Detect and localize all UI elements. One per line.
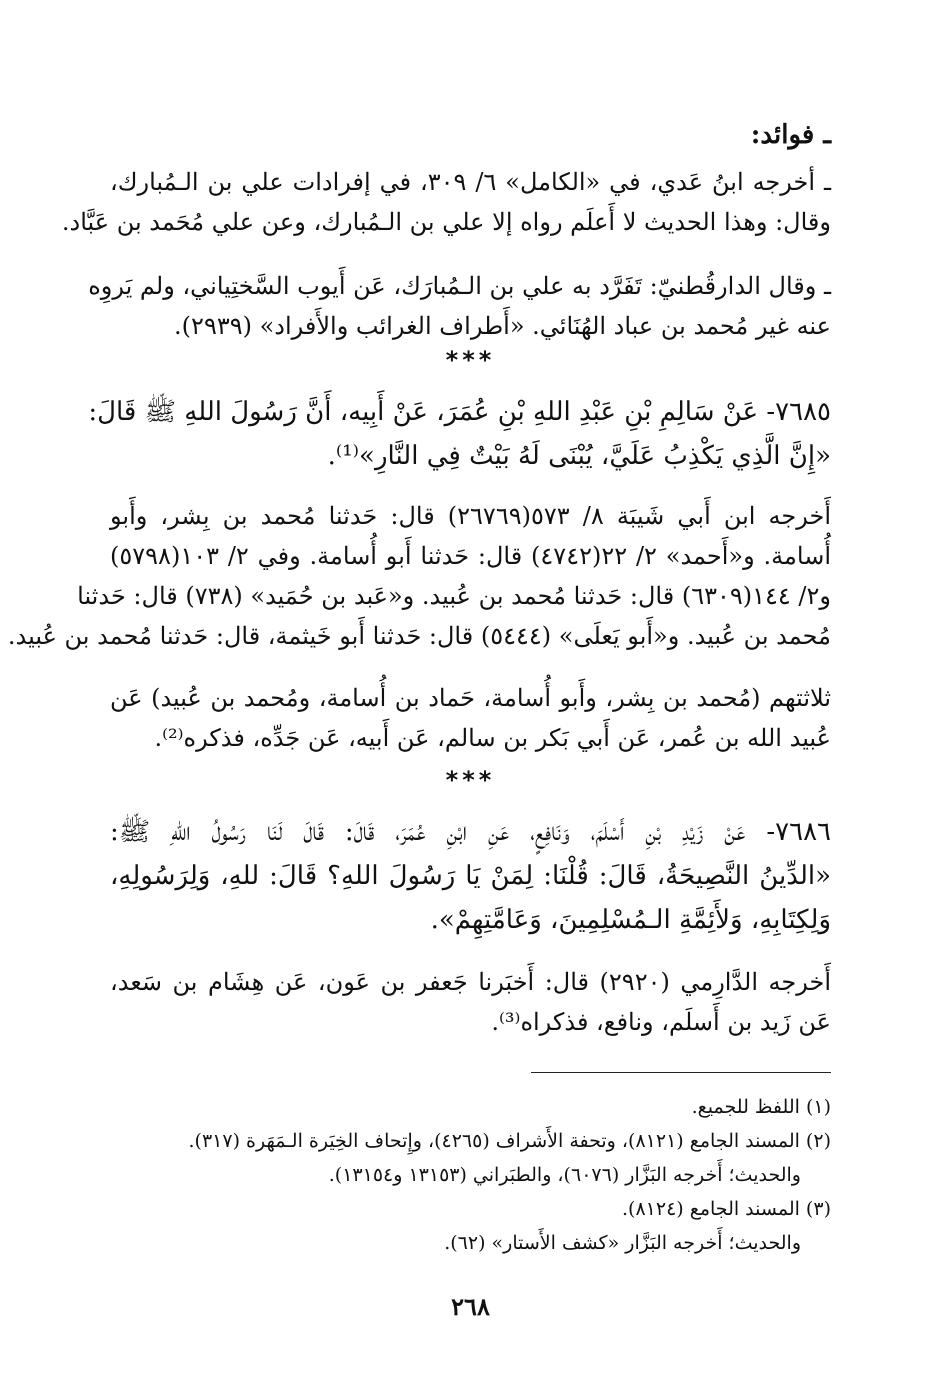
hadith-line: «الدِّينُ النَّصِيحَةُ، قَالَ: قُلْنَا: لِمَنْ يَا رَسُولَ اللهِ؟ قَالَ: للهِ، وَلِرَسُولِهِ، (110, 861, 831, 891)
footnote-divider (531, 1072, 831, 1073)
text-line: ثلاثتهم (مُحمد بن بِشر، وأَبو أُسامة، حَماد بن أُسامة، ومُحمد بن عُبيد) عَن (110, 684, 831, 712)
text-line: أَخرجه ابن أَبي شَيبَة ٨/ ٥٧٣(٢٦٧٦٩) قال: حَدثنا مُحمد بن بِشر، وأَبو (110, 502, 831, 530)
hadith-line: وَلِكِتَابِهِ، وَلأَئِمَّةِ الـمُسْلِمِينَ، وَعَامَّتِهِمْ». (430, 905, 831, 935)
text-line: أَخرجه الدَّارِمي (٢٩٢٠) قال: أَخبَرنا جَعفر بن عَون، عَن هِشَام بن سَعد، (110, 968, 831, 996)
hadith-line: «إِنَّ الَّذِي يَكْذِبُ عَلَيَّ، يُبْنَى لَهُ بَيْتٌ فِي النَّارِ»⁽¹⁾. (327, 441, 831, 471)
text-line: عَن زَيد بن أَسلَم، ونافع، فذكراه⁽³⁾. (491, 1008, 831, 1036)
footnote-1: (١) اللفظ للجميع. (691, 1096, 831, 1118)
text-line: أُسامة. و«أَحمد» ٢/ ٢٢(٤٧٤٢) قال: حَدثنا أَبو أُسامة. وفي ٢/ ١٠٣(٥٧٩٨) (110, 542, 831, 570)
section-separator: *** (445, 346, 496, 374)
hadith-7686-takhrij (110, 962, 831, 1042)
text-line: عنه غير مُحمد بن عباد الهُنَائي. «أَطراف الغرائب والأَفراد» (٢٩٣٩). (174, 312, 831, 340)
hadith-7685-text (88, 390, 831, 478)
footnote-3-continuation: والحديث؛ أَخرجه البَزَّار «كشف الأَستار» (٦٢). (444, 1232, 801, 1254)
text-line: وقال: وهذا الحديث لا أَعلَم رواه إلا علي بن الـمُبارك، وعن علي مُحَمد بن عَبَّاد. (61, 208, 831, 236)
hadith-7685-takhrij (7, 496, 831, 656)
section-separator: *** (445, 766, 496, 794)
benefit-paragraph-2 (88, 266, 831, 346)
footnote-3: (٣) المسند الجامع (٨١٢٤). (622, 1198, 831, 1220)
footnotes (110, 1090, 831, 1260)
benefit-paragraph-1 (61, 162, 831, 242)
page-number: ٢٦٨ (451, 1292, 490, 1321)
hadith-line: ٧٦٨٦- عَنْ زَيْدِ بْنِ أَسْلَمَ، وَنَافِعٍ، عَنِ ابْنِ عُمَرَ، قَالَ: قَالَ لَنَا رَسُولُ اللهِ ﷺ: (110, 817, 831, 847)
text-line: و٢/ ١٤٤(٦٣٠٩) قال: حَدثنا مُحمد بن عُبيد. و«عَبد بن حُمَيد» (٧٣٨) قال: حَدثنا (77, 582, 831, 610)
section-heading: ـ فوائد: (750, 120, 831, 150)
footnote-2-continuation: والحديث؛ أَخرجه البَزَّار (٦٠٧٦)، والطبَراني (١٣١٥٣ و١٣١٥٤). (328, 1164, 801, 1186)
hadith-7685-summary (110, 678, 831, 758)
text-line: عُبيد الله بن عُمر، عَن أَبي بَكر بن سالم، عَن أَبيه، عَن جَدِّه، فذكره⁽²⁾. (154, 724, 831, 752)
text-line: مُحمد بن عُبيد. و«أَبو يَعلَى» (٥٤٤٤) قال: حَدثنا أَبو خَيثمة، قال: حَدثنا مُحمد بن عُبيد. (7, 622, 831, 650)
hadith-line: ٧٦٨٥- عَنْ سَالِمِ بْنِ عَبْدِ اللهِ بْنِ عُمَرَ، عَنْ أَبِيه، أَنَّ رَسُولَ اللهِ ﷺ قَالَ: (88, 397, 831, 427)
hadith-7686-text (110, 810, 831, 942)
text-line: ـ وقال الدارقُطنيّ: تَفَرَّد به علي بن الـمُبارَك، عَن أَيوب السَّختِياني، ولم يَروِه (88, 272, 831, 300)
footnote-2: (٢) المسند الجامع (٨١٢١)، وتحفة الأَشراف (٤٢٦٥)، وإِتحاف الخِيَرة الـمَهَرة (٣١٧). (188, 1130, 831, 1152)
text-line: ـ أخرجه ابنُ عَدي، في «الكامل» ٦/ ٣٠٩، في إفرادات علي بن الـمُبارك، (110, 168, 831, 196)
